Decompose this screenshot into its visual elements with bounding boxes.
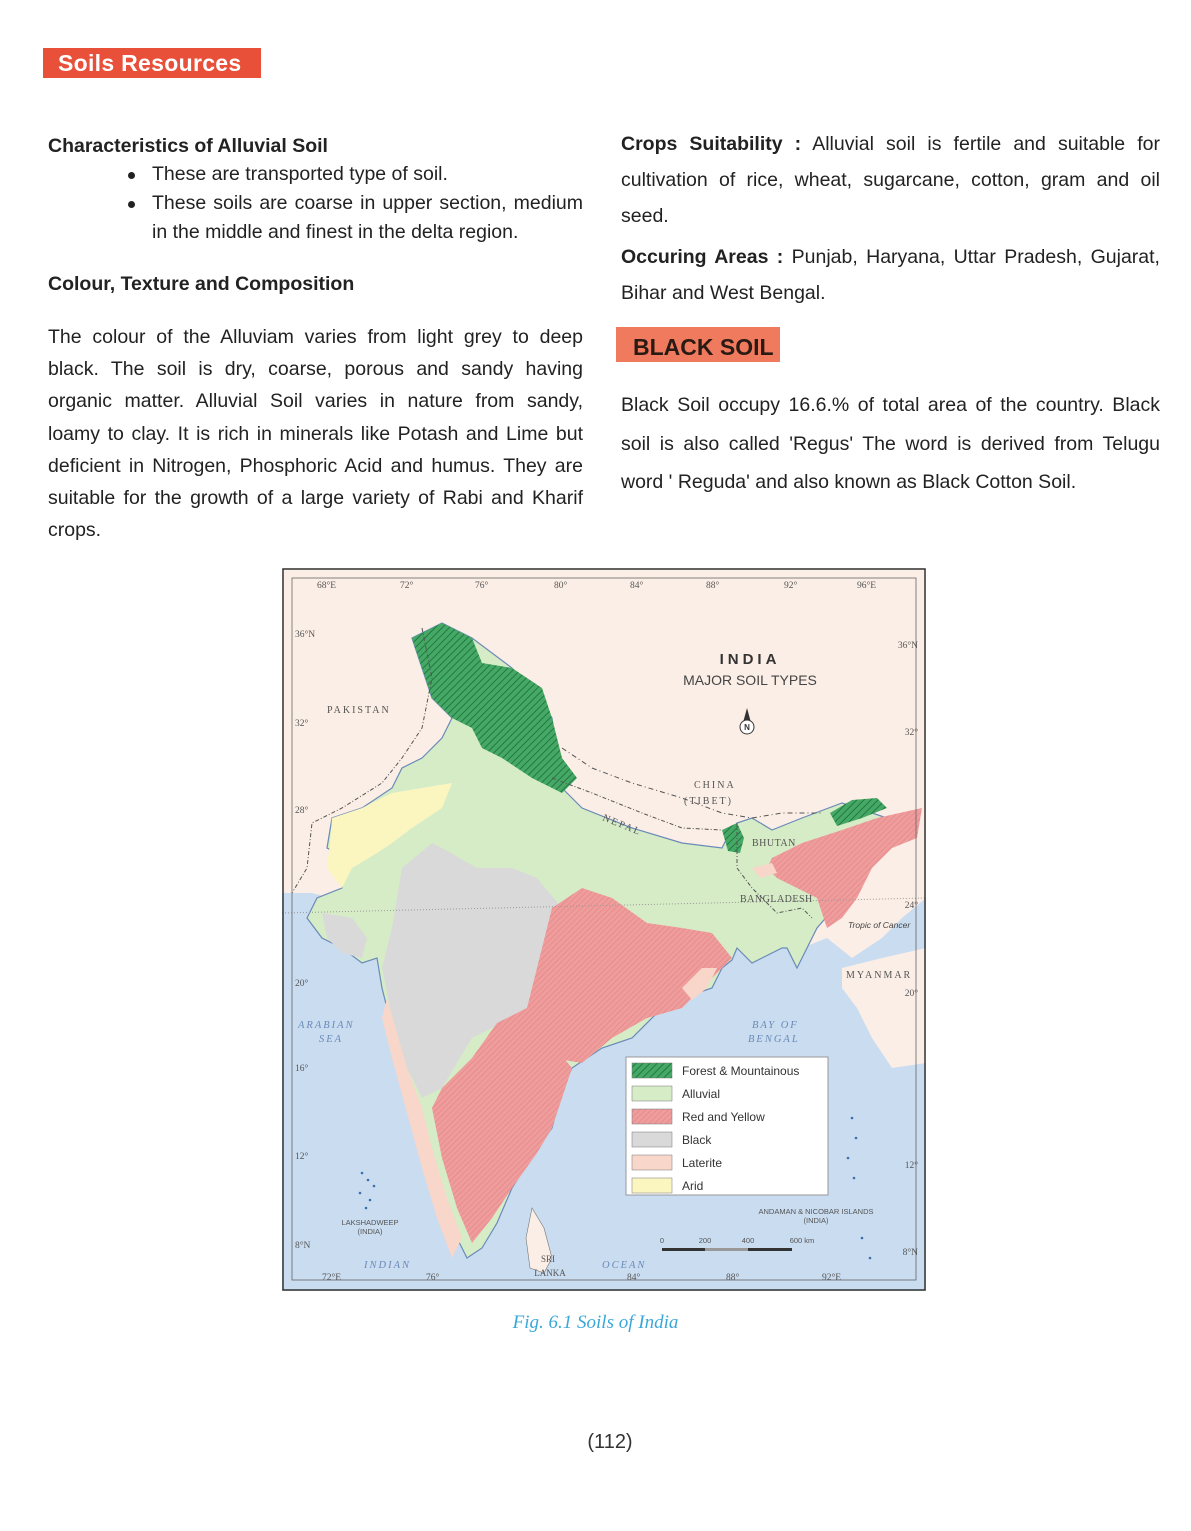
- north-label: N: [744, 723, 750, 732]
- bengal-label: BENGAL: [748, 1034, 800, 1045]
- sea-label: SEA: [319, 1034, 344, 1045]
- areas-paragraph: [621, 239, 1160, 311]
- crops-paragraph: [621, 126, 1160, 234]
- right-tick: 12°: [904, 1161, 918, 1171]
- map-subtitle: MAJOR SOIL TYPES: [683, 672, 817, 688]
- black-soil-paragraph: Black Soil occupy 16.6.% of total area of the country. Black soil is also called 'Regus' The word is derived from Telugu word ' Reguda' and also known as Black Cotton Soil.: [621, 394, 1160, 493]
- tibet-label: (TIBET): [684, 796, 733, 807]
- legend-label: Alluvial: [682, 1087, 721, 1101]
- myanmar-label: MYANMAR: [846, 970, 913, 981]
- legend-item: [632, 1063, 799, 1078]
- bottom-tick: 76°: [426, 1273, 440, 1283]
- bangladesh-label: BANGLADESH: [740, 894, 813, 905]
- ocean-label: OCEAN: [602, 1260, 647, 1271]
- colour-paragraph: The colour of the Alluviam varies from light grey to deep black. The soil is dry, coarse, porous and sandy having organic matter. Alluvial Soil varies in nature from sandy, loamy to clay. It is rich in minerals like Potash and Lime but deficient in Nitrogen, Phosphoric Acid and humus. They are suitable for the growth of a large variety of Rabi and Kharif crops.: [48, 326, 583, 542]
- scale-label: 0: [659, 1236, 665, 1245]
- legend-swatch: [632, 1155, 672, 1170]
- top-tick: 68°E: [317, 581, 337, 591]
- bhutan-label: BHUTAN: [752, 838, 796, 849]
- tropic-label: Tropic of Cancer: [848, 920, 911, 930]
- legend-swatch: [632, 1178, 672, 1193]
- andaman-label: ANDAMAN & NICOBAR ISLANDS: [758, 1207, 874, 1216]
- lanka-label: LANKA: [534, 1268, 566, 1278]
- legend-item: [632, 1132, 712, 1147]
- scale-label: 400: [741, 1236, 755, 1245]
- map-title: INDIA: [719, 651, 781, 668]
- right-tick: 36°N: [897, 641, 918, 651]
- alluvial-bullets: [48, 160, 583, 247]
- crops-text: Alluvial soil is fertile and suitable for cultivation of rice, wheat, sugarcane, cotton, gram and oil seed.: [621, 133, 1160, 227]
- scale-label: 600 km: [789, 1236, 815, 1245]
- lakshadweep-label: LAKSHADWEEP: [341, 1218, 399, 1227]
- legend-label: Arid: [682, 1179, 704, 1193]
- right-tick: 8°N: [902, 1248, 918, 1258]
- legend-swatch: [632, 1063, 672, 1078]
- left-tick: 20°: [295, 979, 309, 989]
- top-tick: 88°: [706, 581, 720, 591]
- scale-label: 200: [698, 1236, 712, 1245]
- legend-swatch: [632, 1109, 672, 1124]
- areas-label: Occuring Areas :: [621, 246, 784, 268]
- bullet-item: These soils are coarse in upper section, medium in the middle and finest in the delta region.: [148, 189, 583, 247]
- top-tick: 76°: [475, 581, 489, 591]
- legend-swatch: [632, 1132, 672, 1147]
- indian-label: INDIAN: [364, 1260, 411, 1271]
- bottom-tick: 72°E: [322, 1273, 342, 1283]
- legend-label: Black: [682, 1133, 712, 1147]
- bottom-tick: 88°: [726, 1273, 740, 1283]
- top-tick: 72°: [400, 581, 414, 591]
- top-tick: 96°E: [857, 581, 877, 591]
- bottom-tick: 84°: [627, 1273, 641, 1283]
- soil-map: [282, 568, 926, 1291]
- black-soil-heading-text: BLACK SOIL: [633, 334, 774, 360]
- soil-map-svg: [282, 568, 926, 1291]
- lakshadweep-sub-label: (INDIA): [357, 1227, 383, 1236]
- black-soil-section: [621, 386, 1160, 502]
- arabian-label: ARABIAN: [298, 1020, 355, 1031]
- right-tick: 20°: [904, 989, 918, 999]
- china-label: CHINA: [694, 780, 736, 791]
- black-soil-heading: [616, 327, 780, 362]
- bay-label: BAY OF: [752, 1020, 799, 1031]
- left-tick: 12°: [295, 1152, 309, 1162]
- left-tick: 28°: [295, 806, 309, 816]
- left-tick: 36°N: [295, 630, 316, 640]
- legend-item: [632, 1109, 765, 1124]
- left-tick: 8°N: [295, 1241, 311, 1251]
- section-title-banner: [43, 48, 261, 78]
- left-column: [48, 132, 583, 546]
- bullet-item: These are transported type of soil.: [148, 160, 583, 189]
- colour-heading: Colour, Texture and Composition: [48, 273, 355, 295]
- sri-label: SRI: [540, 1254, 556, 1264]
- top-tick: 92°: [784, 581, 798, 591]
- map-legend: [626, 1057, 828, 1195]
- pakistan-label: PAKISTAN: [327, 705, 391, 716]
- alluvial-heading: Characteristics of Alluvial Soil: [48, 135, 328, 157]
- page-number: (112): [587, 1431, 633, 1453]
- section-title: Soils Resources: [58, 50, 242, 76]
- areas-text: Punjab, Haryana, Uttar Pradesh, Gujarat, Bihar and West Bengal.: [621, 246, 1160, 304]
- right-tick: 32°: [904, 728, 918, 738]
- left-tick: 32°: [295, 719, 309, 729]
- right-tick: 24°: [904, 901, 918, 911]
- figure-caption: Fig. 6.1 Soils of India: [512, 1312, 679, 1333]
- top-tick: 80°: [554, 581, 568, 591]
- legend-label: Laterite: [682, 1156, 723, 1170]
- bottom-tick: 92°E: [822, 1273, 842, 1283]
- right-column: [621, 126, 1160, 311]
- legend-label: Red and Yellow: [682, 1110, 765, 1124]
- legend-label: Forest & Mountainous: [682, 1064, 800, 1078]
- legend-item: [632, 1178, 703, 1193]
- nepal-label: NEPAL: [600, 812, 644, 839]
- top-tick: 84°: [630, 581, 644, 591]
- crops-label: Crops Suitability :: [621, 133, 802, 155]
- left-tick: 16°: [295, 1064, 309, 1074]
- legend-swatch: [632, 1086, 672, 1101]
- andaman-sub-label: (INDIA): [803, 1216, 829, 1225]
